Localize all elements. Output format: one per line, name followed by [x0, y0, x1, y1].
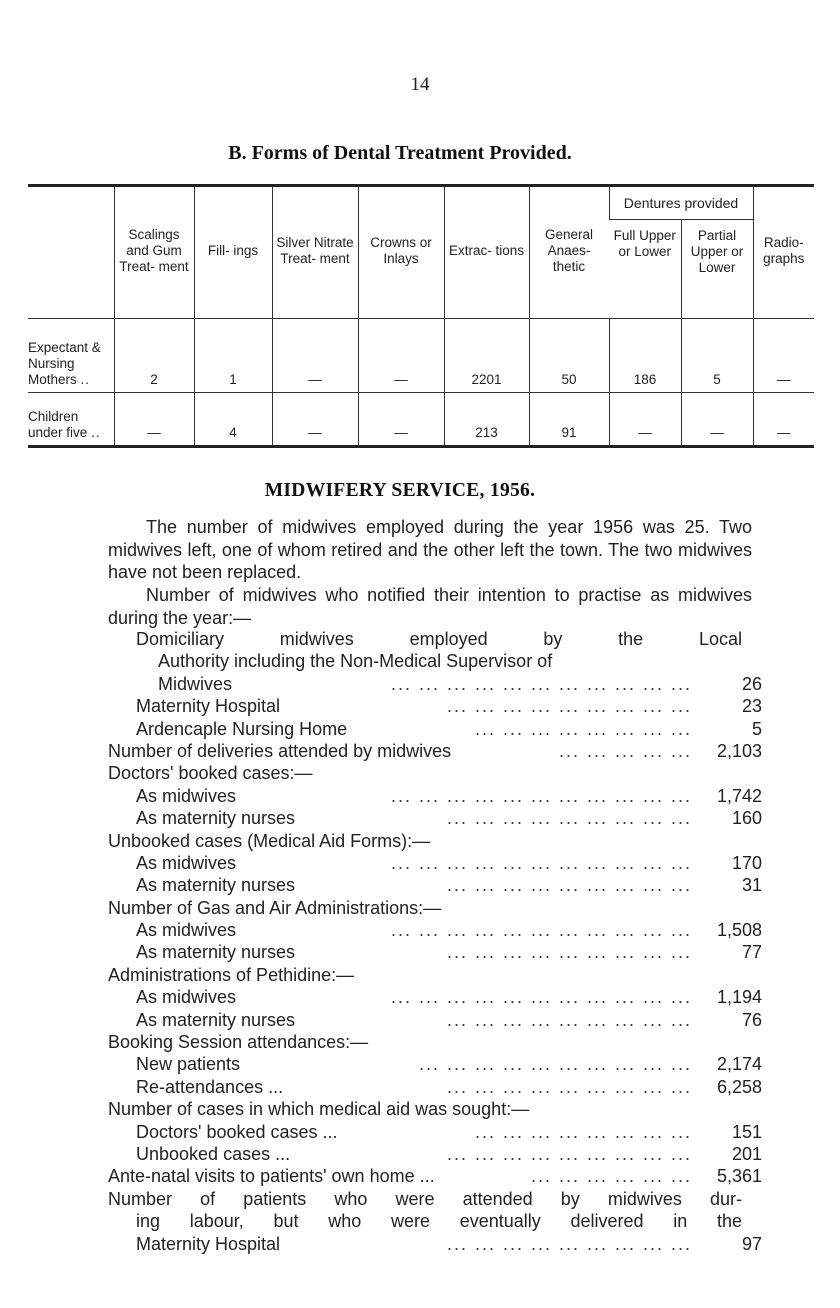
stat-value: 201 [731, 1143, 762, 1164]
section-heading: B. Forms of Dental Treatment Provided. [228, 142, 572, 164]
stat-value: 2,103 [716, 740, 762, 761]
leader-dots: ... ... ... ... ... ... ... ... [474, 1121, 692, 1142]
header-fillings: Fill- ings [194, 186, 272, 319]
stat-line [108, 1233, 762, 1255]
dental-treatment-table [28, 184, 814, 448]
stat-value: 2,174 [716, 1054, 762, 1075]
stat-value: 160 [731, 808, 762, 829]
header-dentures: Dentures provided [609, 186, 753, 220]
stat-label: Number of patients who were attended by midwives dur- [108, 1188, 742, 1209]
stat-value: 1,742 [716, 785, 762, 806]
stat-label: Number of Gas and Air Administrations:— [108, 897, 442, 918]
header-crowns: Crowns or Inlays [358, 186, 444, 319]
stat-label: Unbooked cases (Medical Aid Forms):— [108, 830, 431, 851]
header-extractions: Extrac- tions [444, 186, 529, 319]
cell-general-anaesthetic: 50 [529, 319, 609, 393]
cell-scalings: — [114, 393, 194, 447]
stat-label: Domiciliary midwives employed by the Local [136, 629, 742, 649]
stat-label: New patients [136, 1054, 241, 1075]
stat-value: 26 [741, 673, 762, 694]
cell-fillings: 1 [194, 319, 272, 393]
midwifery-heading: MIDWIFERY SERVICE, 1956. [264, 480, 536, 501]
leader-dots: ... ... ... ... ... [558, 740, 692, 761]
stat-line [108, 1009, 762, 1031]
leader-dots: ... ... ... ... ... ... ... ... ... [446, 942, 692, 963]
stat-value: 76 [741, 1009, 762, 1030]
header-full-dentures: Full Upper or Lower [613, 228, 676, 259]
stat-label: Number of cases in which medical aid was sought:— [108, 1099, 530, 1120]
header-blank [28, 186, 114, 319]
cell-full-dentures: — [609, 393, 681, 447]
leader-dots: ... ... ... ... ... ... ... ... ... [446, 1076, 692, 1097]
stat-line [108, 1165, 762, 1187]
stat-label: Unbooked cases ... [136, 1143, 291, 1164]
stat-label: Booking Session attendances:— [108, 1032, 369, 1053]
leader-dots: ... ... ... ... ... ... ... ... ... [446, 1233, 692, 1254]
stat-value: 1,194 [716, 987, 762, 1008]
stat-line [108, 1098, 762, 1120]
stat-label: As maternity nurses [136, 942, 296, 963]
stat-label: As maternity nurses [136, 1009, 296, 1030]
stat-value: 5 [751, 718, 762, 739]
stat-line [108, 874, 762, 896]
leader-dots: ... ... ... ... ... ... ... ... ... [446, 696, 692, 717]
leader-dots: ... ... ... ... ... ... ... ... ... ... ... [390, 852, 692, 873]
stat-value: 5,361 [716, 1166, 762, 1187]
row-label: Children under five .. [28, 393, 114, 447]
stat-line [108, 897, 762, 919]
intro-paragraph: The number of midwives employed during the year 1956 was 25. Two midwives left, one of whom retired and the other left the town. The two midwives have not been replaced. [108, 517, 752, 583]
stat-label: Maternity Hospital [136, 696, 281, 717]
header-radiographs: Radio- graphs [753, 186, 814, 319]
stat-value: 31 [741, 875, 762, 896]
stat-label: Re-attendances ... [136, 1076, 284, 1097]
header-silver-nitrate: Silver Nitrate Treat- ment [272, 186, 358, 319]
header-general-anaesthetic: General Anaes- thetic [529, 186, 609, 319]
stat-line [108, 807, 762, 829]
stat-label: As maternity nurses [136, 875, 296, 896]
stat-label: Doctors' booked cases:— [108, 763, 313, 784]
stat-line [108, 673, 762, 695]
page-number: 14 [410, 74, 430, 95]
stat-label: Number of deliveries attended by midwives [108, 740, 452, 761]
stat-line [108, 964, 762, 986]
stat-line [108, 986, 762, 1008]
stat-line [108, 718, 762, 740]
stat-line [108, 740, 762, 762]
stat-line [108, 1053, 762, 1075]
leader-dots: ... ... ... ... ... ... ... ... ... [446, 875, 692, 896]
header-scalings: Scalings and Gum Treat- ment [114, 186, 194, 319]
leader-dots: ... ... ... ... ... ... ... ... ... [446, 808, 692, 829]
cell-extractions: 213 [444, 393, 529, 447]
cell-full-dentures: 186 [609, 319, 681, 393]
leader-dots: ... ... ... ... ... ... ... ... ... ... ... [390, 987, 692, 1008]
stat-value: 1,508 [716, 920, 762, 941]
cell-silver-nitrate: — [272, 393, 358, 447]
row-label: Expectant & Nursing Mothers .. [28, 319, 114, 393]
stat-line [108, 1188, 762, 1210]
stat-line [108, 1076, 762, 1098]
stat-label: Administrations of Pethidine:— [108, 964, 355, 985]
leader-dots: ... ... ... ... ... ... ... ... ... ... ... [390, 673, 692, 694]
stat-label: Midwives [158, 673, 233, 694]
stat-line [108, 941, 762, 963]
stat-label: As maternity nurses [136, 808, 296, 829]
stat-line [108, 650, 762, 672]
cell-radiographs: — [753, 393, 814, 447]
stat-line [108, 1143, 762, 1165]
header-partial-dentures: Partial Upper or Lower [681, 220, 753, 319]
stat-value: 151 [731, 1121, 762, 1142]
cell-silver-nitrate: — [272, 319, 358, 393]
midwifery-statistics-list [108, 628, 762, 1255]
leader-dots: ... ... ... ... ... ... ... ... ... ... ... [390, 785, 692, 806]
stat-value: 170 [731, 852, 762, 873]
stat-line [108, 852, 762, 874]
cell-crowns: — [358, 319, 444, 393]
stat-line [108, 785, 762, 807]
stat-line [108, 762, 762, 784]
stat-label: As midwives [136, 852, 237, 873]
leader-dots: ... ... ... ... ... ... ... ... ... ... ... [390, 920, 692, 941]
stat-line [108, 1210, 762, 1232]
stat-line [108, 919, 762, 941]
stat-label: ing labour, but who were eventually delivered in the [136, 1211, 742, 1232]
stat-label: Maternity Hospital [136, 1233, 281, 1254]
notification-paragraph: Number of midwives who notified their intention to practise as midwives during the year:— [108, 585, 752, 628]
stat-value: 97 [741, 1233, 762, 1254]
stat-value: 6,258 [716, 1076, 762, 1097]
stat-value: 77 [741, 942, 762, 963]
stat-line [108, 628, 762, 650]
table-row [28, 393, 814, 447]
stat-label: Ante-natal visits to patients' own home ... [108, 1166, 435, 1187]
stat-label: As midwives [136, 785, 237, 806]
cell-extractions: 2201 [444, 319, 529, 393]
stat-line [108, 695, 762, 717]
stat-value: 23 [741, 696, 762, 717]
stat-line [108, 1121, 762, 1143]
cell-crowns: — [358, 393, 444, 447]
leader-dots: ... ... ... ... ... ... ... ... ... [446, 1009, 692, 1030]
table-row [28, 319, 814, 393]
stat-label: As midwives [136, 987, 237, 1008]
cell-partial-dentures: 5 [681, 319, 753, 393]
leader-dots: ... ... ... ... ... ... [530, 1166, 692, 1187]
cell-radiographs: — [753, 319, 814, 393]
stat-label: Authority including the Non-Medical Supervisor of [158, 651, 553, 672]
cell-scalings: 2 [114, 319, 194, 393]
leader-dots: ... ... ... ... ... ... ... ... [474, 718, 692, 739]
leader-dots: ... ... ... ... ... ... ... ... ... [446, 1143, 692, 1164]
cell-partial-dentures: — [681, 393, 753, 447]
cell-fillings: 4 [194, 393, 272, 447]
stat-line [108, 830, 762, 852]
cell-general-anaesthetic: 91 [529, 393, 609, 447]
stat-label: Ardencaple Nursing Home [136, 718, 348, 739]
leader-dots: ... ... ... ... ... ... ... ... ... ... [418, 1054, 692, 1075]
stat-label: Doctors' booked cases ... [136, 1121, 338, 1142]
stat-label: As midwives [136, 920, 237, 941]
stat-line [108, 1031, 762, 1053]
